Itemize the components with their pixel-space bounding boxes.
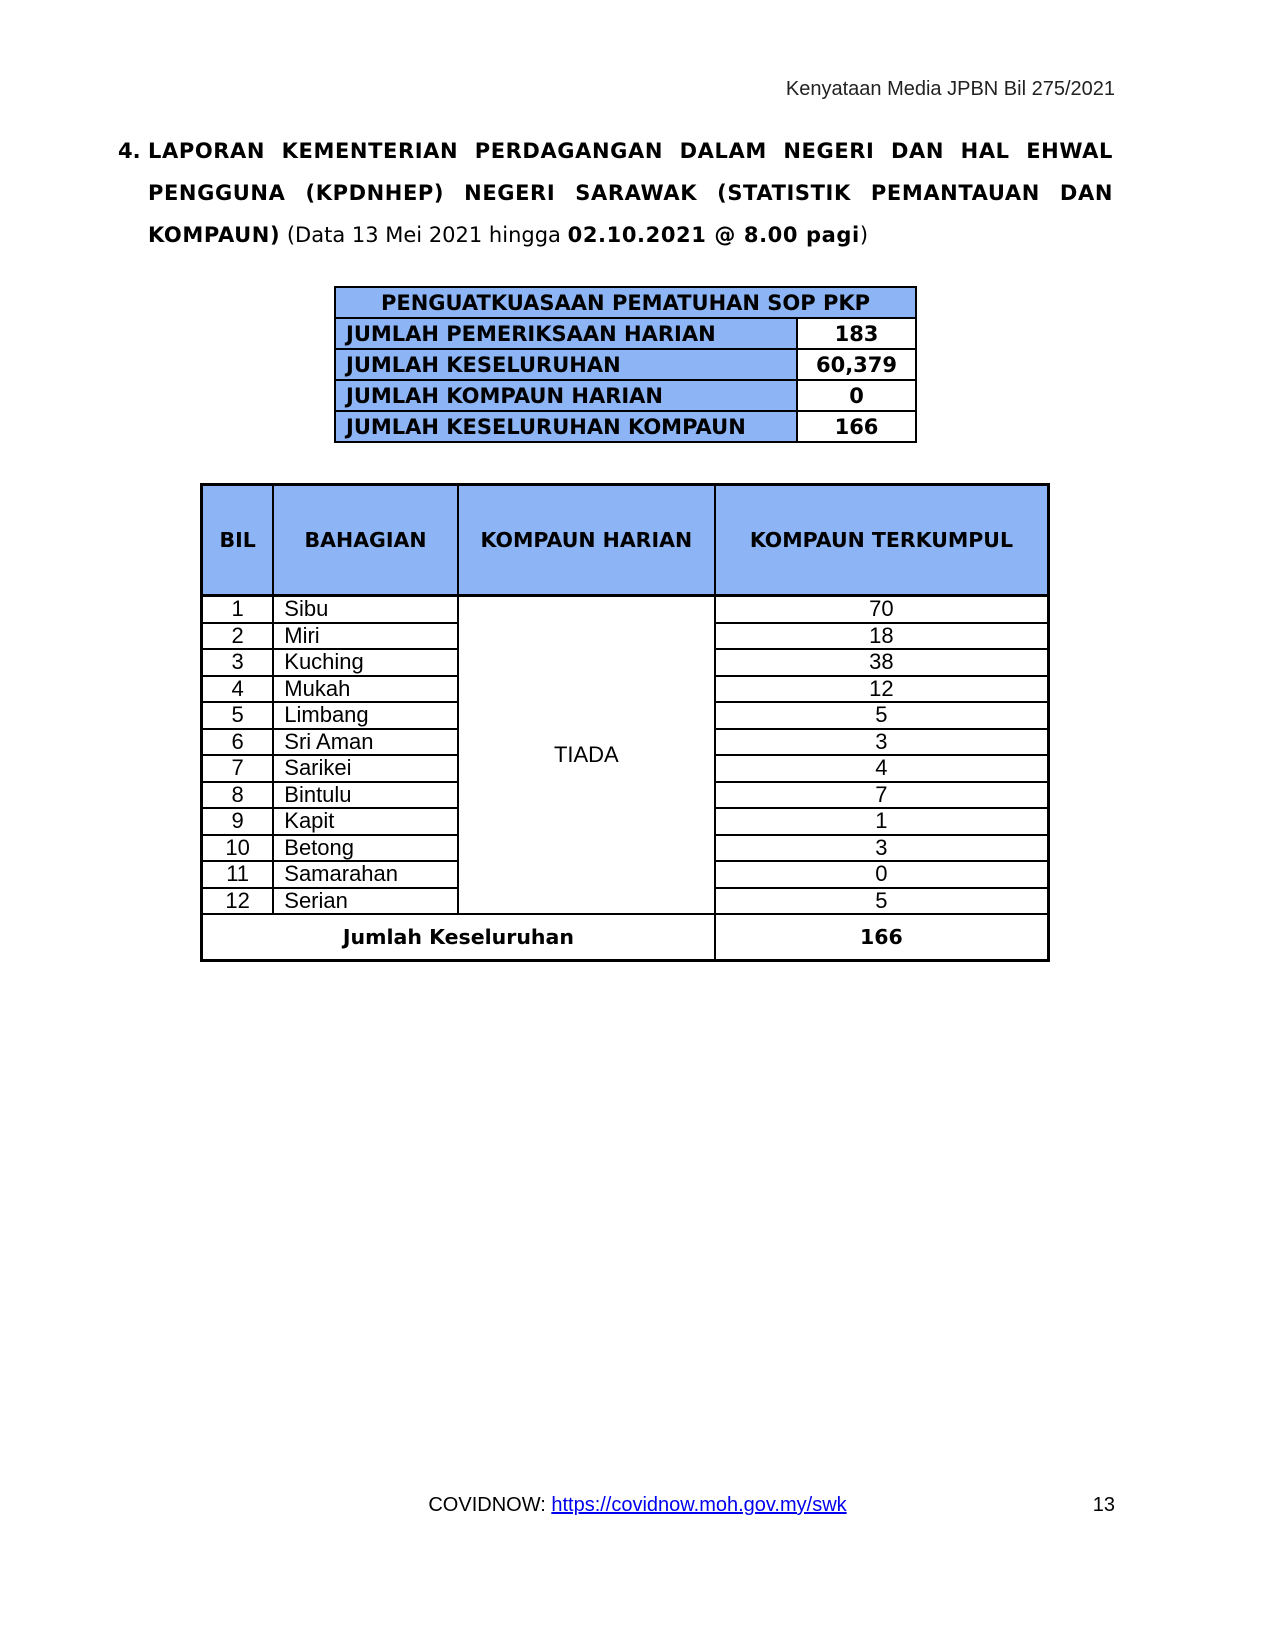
cell-terkumpul: 1 xyxy=(715,808,1049,835)
total-row xyxy=(202,914,1049,961)
cell-terkumpul: 70 xyxy=(715,596,1049,623)
summary-label: JUMLAH KOMPAUN HARIAN xyxy=(335,380,797,411)
footer xyxy=(0,1494,1275,1517)
cell-bil: 8 xyxy=(202,782,274,809)
summary-label: JUMLAH KESELURUHAN KOMPAUN xyxy=(335,411,797,442)
cell-bil: 2 xyxy=(202,623,274,650)
section-heading xyxy=(118,130,1113,256)
cell-bahagian: Mukah xyxy=(273,676,458,703)
cell-terkumpul: 38 xyxy=(715,649,1049,676)
cell-terkumpul: 5 xyxy=(715,702,1049,729)
summary-value: 60,379 xyxy=(797,349,916,380)
cell-bahagian: Kapit xyxy=(273,808,458,835)
cell-bahagian: Kuching xyxy=(273,649,458,676)
cell-terkumpul: 7 xyxy=(715,782,1049,809)
total-value: 166 xyxy=(715,914,1049,961)
covidnow-link[interactable]: https://covidnow.moh.gov.my/swk xyxy=(551,1494,847,1516)
cell-bahagian: Limbang xyxy=(273,702,458,729)
summary-row xyxy=(335,380,916,411)
cell-terkumpul: 12 xyxy=(715,676,1049,703)
date-range-suffix: ) xyxy=(859,223,869,247)
summary-row xyxy=(335,318,916,349)
col-header-kompaun-terkumpul: KOMPAUN TERKUMPUL xyxy=(715,485,1049,596)
cell-terkumpul: 3 xyxy=(715,729,1049,756)
cell-bahagian: Sibu xyxy=(273,596,458,623)
summary-label: JUMLAH PEMERIKSAAN HARIAN xyxy=(335,318,797,349)
summary-title: PENGUATKUASAAN PEMATUHAN SOP PKP xyxy=(335,287,916,318)
document-reference: Kenyataan Media JPBN Bil 275/2021 xyxy=(785,78,1115,100)
cell-bil: 6 xyxy=(202,729,274,756)
summary-label: JUMLAH KESELURUHAN xyxy=(335,349,797,380)
date-cutoff: 02.10.2021 @ 8.00 pagi xyxy=(567,223,860,247)
sop-summary-table xyxy=(334,286,917,443)
compound-table xyxy=(200,483,1050,962)
cell-bil: 4 xyxy=(202,676,274,703)
summary-row xyxy=(335,349,916,380)
col-header-bahagian: BAHAGIAN xyxy=(273,485,458,596)
cell-bil: 7 xyxy=(202,755,274,782)
cell-bahagian: Sri Aman xyxy=(273,729,458,756)
cell-bahagian: Serian xyxy=(273,888,458,915)
cell-bil: 12 xyxy=(202,888,274,915)
cell-bahagian: Sarikei xyxy=(273,755,458,782)
cell-bil: 1 xyxy=(202,596,274,623)
summary-value: 183 xyxy=(797,318,916,349)
col-header-kompaun-harian: KOMPAUN HARIAN xyxy=(458,485,715,596)
section-title-line-2: PENGGUNA (KPDNHEP) NEGERI SARAWAK (STATISTIK PEMANTAUAN DAN xyxy=(148,181,1113,205)
page-number: 13 xyxy=(1092,1494,1115,1516)
cell-terkumpul: 4 xyxy=(715,755,1049,782)
cell-bil: 10 xyxy=(202,835,274,862)
cell-terkumpul: 18 xyxy=(715,623,1049,650)
section-title-line-3 xyxy=(148,223,868,247)
cell-bil: 3 xyxy=(202,649,274,676)
cell-bahagian: Miri xyxy=(273,623,458,650)
table-row xyxy=(202,596,1049,623)
cell-bil: 9 xyxy=(202,808,274,835)
col-header-bil: BIL xyxy=(202,485,274,596)
footer-prefix: COVIDNOW: xyxy=(428,1494,552,1516)
cell-terkumpul: 3 xyxy=(715,835,1049,862)
summary-value: 166 xyxy=(797,411,916,442)
section-title-line-1: LAPORAN KEMENTERIAN PERDAGANGAN DALAM NEGERI DAN HAL EHWAL xyxy=(148,139,1113,163)
summary-row xyxy=(335,411,916,442)
summary-value: 0 xyxy=(797,380,916,411)
cell-bahagian: Betong xyxy=(273,835,458,862)
section-title-bold: KOMPAUN) xyxy=(148,223,281,247)
section-number: 4. xyxy=(118,139,141,163)
cell-kompaun-harian: TIADA xyxy=(458,596,715,915)
cell-bahagian: Bintulu xyxy=(273,782,458,809)
cell-terkumpul: 0 xyxy=(715,861,1049,888)
cell-bil: 11 xyxy=(202,861,274,888)
table-header-row xyxy=(202,485,1049,596)
cell-bil: 5 xyxy=(202,702,274,729)
total-label: Jumlah Keseluruhan xyxy=(202,914,715,961)
cell-bahagian: Samarahan xyxy=(273,861,458,888)
date-range-prefix: (Data 13 Mei 2021 hingga xyxy=(280,223,568,247)
cell-terkumpul: 5 xyxy=(715,888,1049,915)
